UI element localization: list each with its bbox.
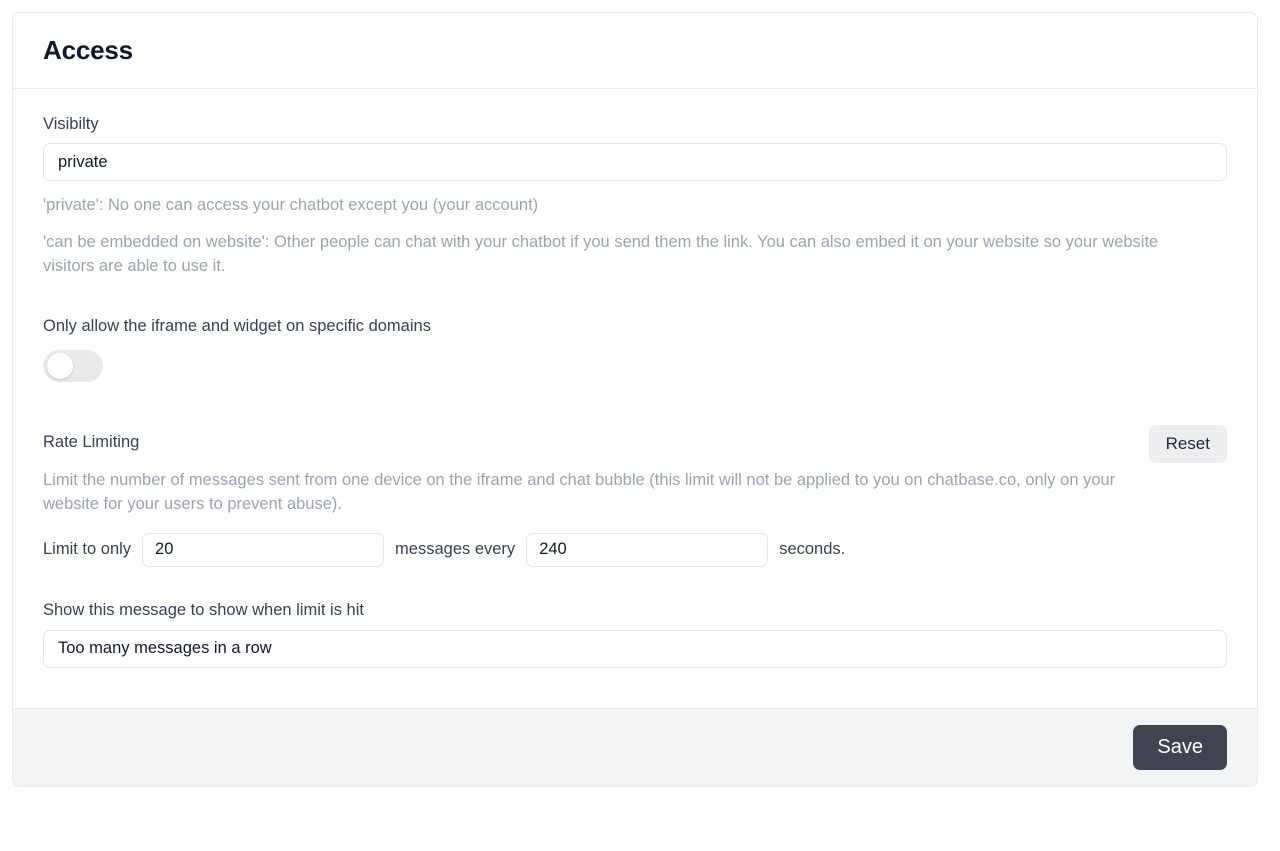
- card-body: [13, 89, 1257, 708]
- domains-label: Only allow the iframe and widget on specific domains: [43, 316, 431, 335]
- visibility-help-embed: 'can be embedded on website': Other people can chat with your chatbot if you send them the link. You can also embed it on your website so your website visitors are able to use it.: [43, 232, 1159, 275]
- seconds-input[interactable]: [526, 533, 768, 567]
- limit-message-label: Show this message to show when limit is hit: [43, 600, 364, 619]
- visibility-label: Visibilty: [43, 115, 99, 133]
- visibility-section: [43, 115, 1227, 279]
- card-header: [13, 13, 1257, 89]
- rate-limit-line: [43, 533, 1227, 567]
- save-button[interactable]: Save: [1133, 725, 1227, 770]
- domains-section: [43, 317, 1227, 387]
- rate-limiting-header: [43, 425, 1227, 463]
- messages-count-input[interactable]: [142, 533, 384, 567]
- access-card: [12, 12, 1258, 787]
- domains-toggle[interactable]: [43, 350, 103, 382]
- rate-limiting-title: Rate Limiting: [43, 432, 140, 451]
- reset-button[interactable]: Reset: [1149, 425, 1227, 463]
- limit-middle-label: messages every: [395, 540, 516, 559]
- limit-message-input[interactable]: [43, 630, 1227, 668]
- rate-limiting-section: [43, 425, 1227, 668]
- spacer-1: [43, 279, 1227, 317]
- card-footer: [13, 708, 1257, 786]
- visibility-help-private: 'private': No one can access your chatbot except you (your account): [43, 196, 539, 214]
- visibility-input[interactable]: [43, 143, 1227, 181]
- toggle-knob-icon: [47, 353, 73, 379]
- limit-suffix-label: seconds.: [779, 540, 846, 559]
- page-title: Access: [43, 35, 133, 65]
- spacer-2: [43, 387, 1227, 425]
- limit-prefix-label: Limit to only: [43, 540, 132, 559]
- rate-limiting-description: Limit the number of messages sent from one device on the iframe and chat bubble (this limit will not be applied to you on chatbase.co, only on your website for your users to prevent abuse).: [43, 470, 1116, 513]
